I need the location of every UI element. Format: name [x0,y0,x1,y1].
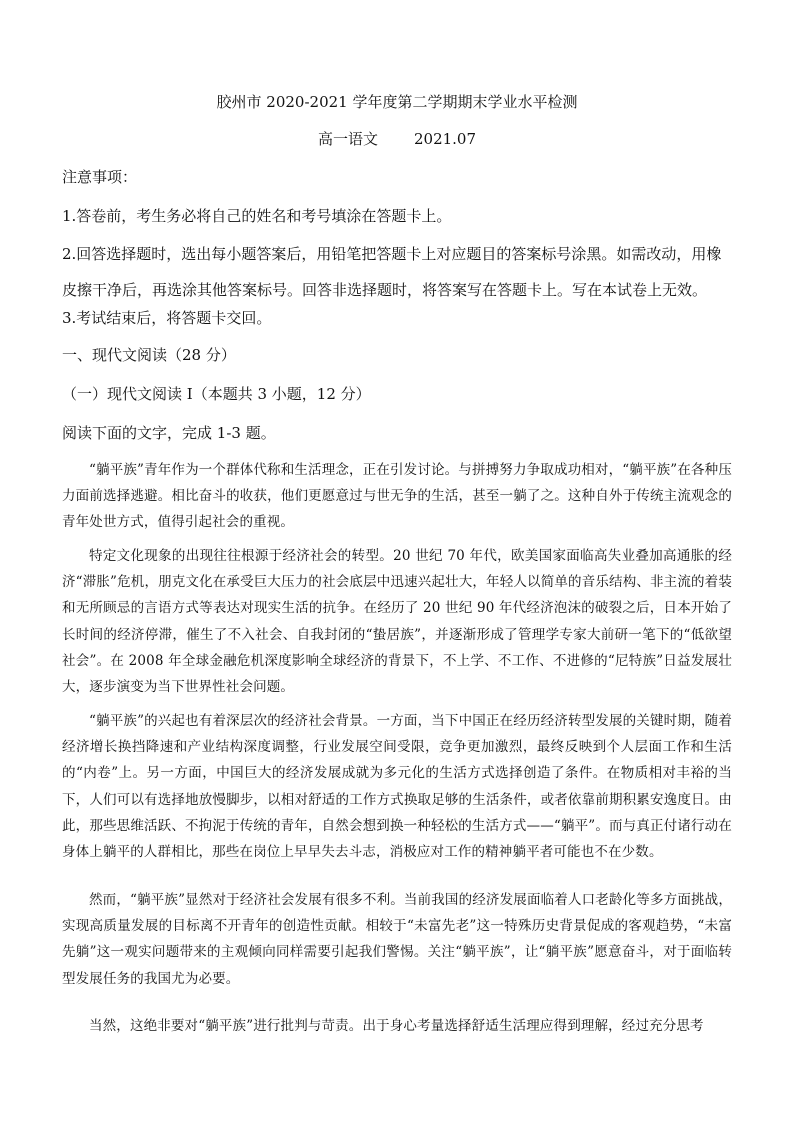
exam-title: 胶州市 2020-2021 学年度第二学期期末学业水平检测 [216,93,578,111]
reading-instruction: 阅读下面的文字，完成 1-3 题。 [62,424,276,442]
exam-subtitle [0,129,794,149]
passage-paragraph-2: 特定文化现象的出现往往根源于经济社会的转型。20 世纪 70 年代，欧美国家面临高失业叠加高通胀的经济“滞胀”危机，朋克文化在承受巨大压力的社会底层中迅速兴起壮大，年轻人以简单的音乐结构、非主流的着装和无所顾忌的言语方式等表达对现实生活的抗争。在经历了 20 世纪 90 年代经济泡沫的破裂之后，日本开始了长时间的经济停滞，催生了不入社会、自我封闭的“蛰居族”，并逐渐形成了管理学专家大前研一笔下的“低欲望社会”。在 2008 年全球金融危机深度影响全球经济的背景下，不上学、不工作、不进修的“尼特族”日益发展壮大，逐步演变为当下世界性社会问题。 [62,548,732,696]
passage-paragraph-4: 然而，“躺平族”显然对于经济社会发展有很多不利。当前我国的经济发展面临着人口老龄化等多方面挑战，实现高质量发展的目标离不开青年的创造性贡献。相较于“未富先老”这一特殊历史背景促成的客观趋势，“未富先躺”这一观实问题带来的主观倾向同样需要引起我们警惕。关注“躺平族”，让“躺平族”愿意奋斗，对于面临转型发展任务的我国尤为必要。 [62,892,732,987]
subject-label: 高一语文 [317,130,378,148]
section-heading: 一、现代文阅读（28 分） [62,346,236,364]
exam-date: 2021.07 [413,130,477,148]
notice-item-1: 1.答卷前，考生务必将自己的姓名和考号填涂在答题卡上。 [62,207,452,225]
notice-item-3: 3.考试结束后，将答题卡交回。 [62,309,272,327]
notice-item-2: 2.回答选择题时，选出每小题答案后，用铅笔把答题卡上对应题目的答案标号涂黑。如需改动，用橡皮擦干净后，再选涂其他答案标号。回答非选择题时，将答案写在答题卡上。写在本试卷上无效。 [62,245,722,299]
sub-section-heading: （一）现代文阅读 I（本题共 3 小题，12 分） [62,385,371,403]
passage-paragraph-5: 当然，这绝非要对“躺平族”进行批判与苛责。出于身心考量选择舒适生活理应得到理解，经过充分思考 [89,1018,704,1034]
notice-heading: 注意事项： [62,168,138,186]
passage-paragraph-1: “躺平族”青年作为一个群体代称和生活理念，正在引发讨论。与拼搏努力争取成功相对，“躺平族”在各种压力面前选择逃避。相比奋斗的收获，他们更愿意过与世无争的生活，甚至一躺了之。这种自外于传统主流观念的青年处世方式，值得引起社会的重视。 [62,462,732,531]
passage-paragraph-3: “躺平族”的兴起也有着深层次的经济社会背景。一方面，当下中国正在经历经济转型发展的关键时期，随着经济增长换挡降速和产业结构深度调整，行业发展空间受限，竞争更加激烈，最终反映到个人层面工作和生活的“内卷”上。另一方面，中国巨大的经济发展成就为多元化的生活方式选择创造了条件。在物质相对丰裕的当下，人们可以有选择地放慢脚步，以相对舒适的工作方式换取足够的生活条件，或者依靠前期积累安逸度日。由此，那些思维活跃、不拘泥于传统的青年，自然会想到换一种轻松的生活方式——“躺平”。而与真正付诸行动在身体上躺平的人群相比，那些在岗位上早早失去斗志，消极应对工作的精神躺平者可能也不在少数。 [62,713,732,861]
